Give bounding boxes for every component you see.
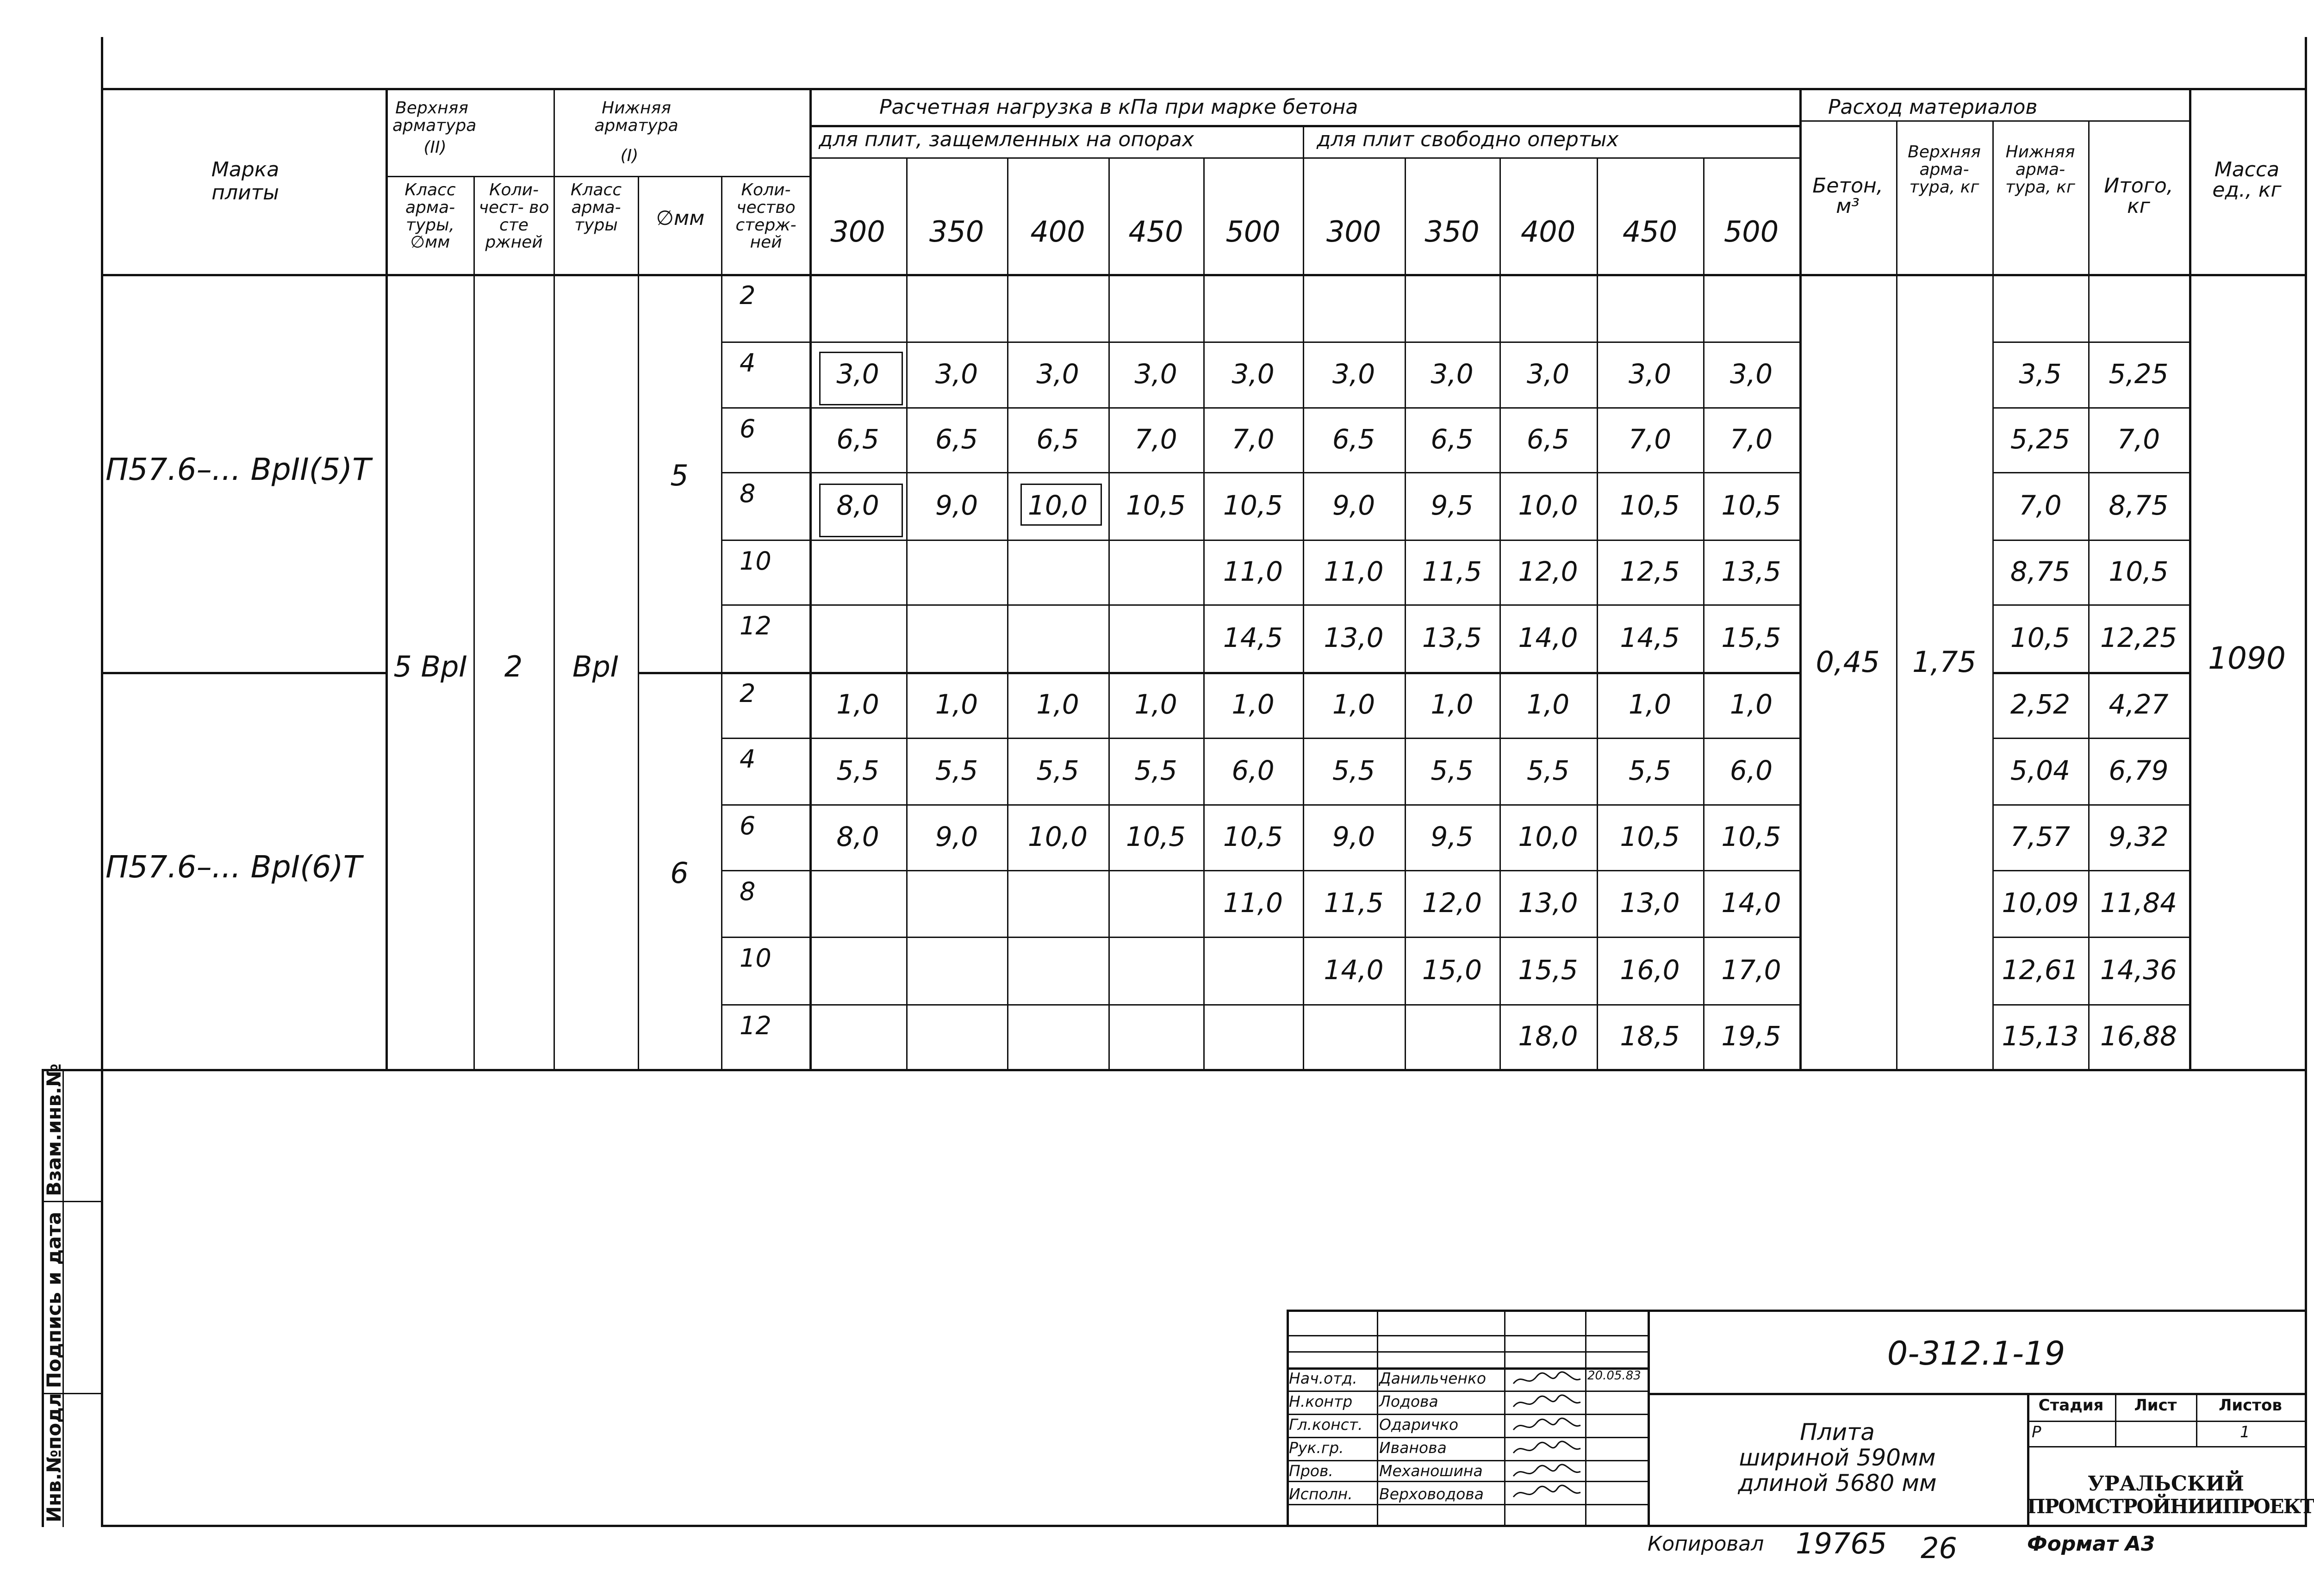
column-rule — [1405, 157, 1406, 1069]
format-label: Формат А3 — [2027, 1532, 2155, 1556]
copy-number: 19765 — [1796, 1527, 1887, 1560]
bar-count: 4 — [740, 745, 756, 774]
bar-count: 8 — [740, 479, 756, 508]
frame-right-border — [2305, 37, 2307, 1527]
column-rule — [386, 88, 388, 1069]
header-grade-300: 300 — [1326, 215, 1381, 248]
load-value: 3,0 — [1628, 358, 1672, 390]
title-name: Механошина — [1379, 1462, 1483, 1480]
title-role: Гл.конст. — [1289, 1416, 1363, 1434]
header-grade-450: 450 — [1622, 215, 1678, 248]
page-number: 26 — [1921, 1531, 1957, 1565]
column-rule — [1597, 157, 1598, 1069]
title-block-rule — [1287, 1414, 1648, 1415]
lower-rebar-value: 7,57 — [2010, 821, 2071, 852]
load-value: 14,0 — [1721, 887, 1781, 919]
plate-mark-2: П57.6–... ВрI(6)Т — [106, 849, 362, 885]
table-row-rule — [1992, 870, 2189, 871]
header-grade-500: 500 — [1225, 215, 1281, 248]
title-block-rule — [2027, 1421, 2305, 1422]
lower-rebar-value: 8,75 — [2010, 556, 2071, 587]
header-rule — [809, 157, 1799, 159]
title-block-rule — [1287, 1481, 1648, 1482]
highlight-box — [819, 484, 903, 537]
load-value: 1,0 — [1036, 689, 1079, 720]
table-row-rule — [1992, 1004, 2189, 1006]
side-stamp-line — [42, 1201, 103, 1202]
load-value: 3,0 — [1134, 358, 1177, 390]
highlight-box — [819, 352, 903, 405]
bar-count: 12 — [740, 1011, 771, 1040]
header-grade-350: 350 — [1424, 215, 1480, 248]
table-row-rule — [721, 342, 1799, 343]
load-value: 9,0 — [1332, 490, 1375, 521]
load-value: 10,5 — [1223, 821, 1283, 852]
load-value: 6,5 — [836, 423, 879, 455]
header-grade-350: 350 — [929, 215, 984, 248]
load-value: 11,5 — [1324, 887, 1384, 919]
title-block-top — [1287, 1310, 2305, 1312]
column-rule — [1203, 157, 1205, 1069]
lower-rebar-class: ВрI — [572, 650, 619, 683]
title-date: 20.05.83 — [1587, 1369, 1641, 1383]
header-bottom — [101, 274, 2305, 276]
concrete-volume: 0,45 — [1816, 645, 1880, 679]
load-value: 10,5 — [1721, 821, 1781, 852]
table-bottom — [101, 1069, 2305, 1071]
column-rule — [1896, 120, 1897, 1069]
bar-count: 10 — [740, 546, 771, 576]
table-row-rule — [721, 937, 1799, 938]
title-name: Лодова — [1379, 1392, 1438, 1410]
title-block-rule — [1287, 1351, 1648, 1353]
header-upper-material: Верхняя арма- тура, кг — [1908, 143, 1981, 197]
frame-left-border — [101, 37, 103, 1527]
load-value: 10,5 — [1721, 490, 1781, 521]
bar-count: 2 — [740, 679, 756, 708]
load-value: 1,0 — [1431, 689, 1474, 720]
total-value: 6,79 — [2109, 755, 2169, 786]
title-block-rule — [1287, 1391, 1648, 1392]
load-value: 3,0 — [836, 358, 879, 390]
load-value: 5,5 — [1431, 755, 1474, 786]
organization-name: ПРОМСТРОЙНИИПРОЕКТ — [2027, 1495, 2314, 1518]
load-value: 11,0 — [1324, 556, 1384, 587]
bar-diameter-1: 5 — [670, 459, 689, 492]
group-divider — [638, 672, 1799, 674]
load-value: 10,5 — [1620, 821, 1680, 852]
header-total: Итого, кг — [2104, 174, 2173, 218]
load-value: 9,0 — [935, 821, 978, 852]
title-name: Данильченко — [1379, 1369, 1487, 1387]
total-value: 11,84 — [2100, 887, 2177, 919]
load-value: 10,5 — [1620, 490, 1680, 521]
load-value: 15,0 — [1422, 954, 1482, 986]
highlight-box — [1020, 484, 1102, 526]
header-count2: Коли- чество стерж- ней — [735, 180, 796, 252]
lower-rebar-value: 3,5 — [2019, 358, 2062, 390]
drawing-title: длиной 5680 мм — [1738, 1470, 1937, 1497]
title-role: Рук.гр. — [1289, 1439, 1344, 1457]
lower-rebar-value: 2,52 — [2010, 689, 2071, 720]
load-value: 1,0 — [836, 689, 879, 720]
title-block-rule — [1287, 1335, 1648, 1336]
lower-rebar-value: 10,09 — [2002, 887, 2079, 919]
organization-name: УРАЛЬСКИЙ — [2087, 1472, 2245, 1496]
load-value: 1,0 — [1134, 689, 1177, 720]
title-name: Верховодова — [1379, 1485, 1484, 1503]
header-rule — [1799, 120, 2189, 122]
signature — [1511, 1483, 1585, 1504]
load-value: 16,0 — [1620, 954, 1680, 986]
load-value: 14,5 — [1223, 622, 1283, 653]
signature — [1511, 1393, 1585, 1414]
load-value: 15,5 — [1518, 954, 1578, 986]
table-row-rule — [1992, 937, 2189, 938]
load-value: 14,0 — [1324, 954, 1384, 986]
title-block-col — [1504, 1310, 1505, 1525]
lower-rebar-value: 5,04 — [2010, 755, 2071, 786]
table-row-rule — [1992, 472, 2189, 473]
load-value: 17,0 — [1721, 954, 1781, 986]
load-value: 12,0 — [1518, 556, 1578, 587]
total-value: 5,25 — [2109, 358, 2169, 390]
drawing-title: шириной 590мм — [1739, 1444, 1936, 1471]
load-value: 19,5 — [1721, 1020, 1781, 1052]
group-divider — [101, 672, 386, 674]
load-value: 13,5 — [1721, 556, 1781, 587]
lower-rebar-value: 5,25 — [2010, 423, 2071, 455]
drawing-title: Плита — [1800, 1419, 1875, 1446]
load-value: 13,0 — [1518, 887, 1578, 919]
total-value: 7,0 — [2117, 423, 2160, 455]
load-value: 1,0 — [1729, 689, 1773, 720]
load-value: 11,0 — [1223, 556, 1283, 587]
signature — [1511, 1416, 1585, 1437]
header-free: для плит свободно опертых — [1317, 128, 1619, 151]
load-value: 1,0 — [935, 689, 978, 720]
column-rule — [1108, 157, 1110, 1069]
column-rule — [1703, 157, 1704, 1069]
column-rule — [638, 176, 639, 1069]
total-value: 4,27 — [2109, 689, 2169, 720]
signature — [1511, 1370, 1585, 1391]
load-value: 13,5 — [1422, 622, 1482, 653]
title-block-rule — [2027, 1446, 2305, 1447]
total-value: 12,25 — [2100, 622, 2177, 653]
header-grade-400: 400 — [1520, 215, 1576, 248]
total-value: 16,88 — [2100, 1020, 2177, 1052]
lower-rebar-value: 10,5 — [2010, 622, 2071, 653]
table-row-rule — [1992, 604, 2189, 606]
upper-rebar-class: 5 ВрI — [393, 650, 467, 683]
bar-count: 12 — [740, 611, 771, 640]
table-row-rule — [1992, 342, 2189, 343]
column-rule — [554, 88, 555, 176]
load-value: 3,0 — [1232, 358, 1275, 390]
load-value: 10,0 — [1518, 821, 1578, 852]
load-value: 3,0 — [1332, 358, 1375, 390]
title-block-rule — [1287, 1437, 1648, 1438]
load-value: 6,5 — [1526, 423, 1570, 455]
header-lower-rebar: Нижняя арматура — [594, 99, 678, 135]
total-value: 10,5 — [2109, 556, 2169, 587]
header-count1: Коли- чест- во сте ржней — [479, 180, 549, 252]
load-value: 3,0 — [935, 358, 978, 390]
upper-rebar-count: 2 — [504, 650, 523, 683]
column-rule — [1799, 88, 1802, 1069]
column-rule — [721, 176, 722, 1069]
lower-rebar-value: 7,0 — [2019, 490, 2062, 521]
table-row-rule — [1992, 540, 2189, 541]
table-row-rule — [721, 540, 1799, 541]
upper-rebar-mass: 1,75 — [1912, 645, 1977, 679]
side-stamp-sign: Подпись и дата — [43, 1211, 65, 1388]
load-value: 6,5 — [1431, 423, 1474, 455]
load-value: 5,5 — [935, 755, 978, 786]
group-divider — [1992, 672, 2189, 674]
load-value: 1,0 — [1232, 689, 1275, 720]
load-value: 8,0 — [836, 821, 879, 852]
load-value: 10,5 — [1126, 821, 1186, 852]
header-concrete: Бетон, м³ — [1812, 174, 1883, 218]
table-row-rule — [721, 804, 1799, 806]
load-value: 13,0 — [1324, 622, 1384, 653]
load-value: 1,0 — [1628, 689, 1672, 720]
frame-bottom-border — [101, 1525, 2307, 1527]
table-row-rule — [721, 870, 1799, 871]
load-value: 7,0 — [1134, 423, 1177, 455]
load-value: 12,0 — [1422, 887, 1482, 919]
load-value: 11,0 — [1223, 887, 1283, 919]
column-rule — [473, 176, 475, 1069]
load-value: 15,5 — [1721, 622, 1781, 653]
plate-mark-1: П57.6–... ВрII(5)Т — [106, 452, 371, 487]
load-value: 5,5 — [1332, 755, 1375, 786]
load-value: 11,5 — [1422, 556, 1482, 587]
load-value: 9,5 — [1431, 490, 1474, 521]
title-block-rule — [1287, 1460, 1648, 1461]
load-value: 6,0 — [1729, 755, 1773, 786]
table-row-rule — [721, 604, 1799, 606]
load-value: 6,5 — [1332, 423, 1375, 455]
load-value: 6,5 — [1036, 423, 1079, 455]
load-value: 7,0 — [1232, 423, 1275, 455]
total-value: 8,75 — [2109, 490, 2169, 521]
side-stamp-replace: Взам.инв.№ — [43, 1063, 65, 1196]
header-mark: Марка — [211, 158, 280, 181]
load-value: 10,0 — [1027, 821, 1088, 852]
load-value: 7,0 — [1628, 423, 1672, 455]
table-row-rule — [1992, 407, 2189, 409]
header-grade-500: 500 — [1723, 215, 1779, 248]
load-value: 18,0 — [1518, 1020, 1578, 1052]
side-stamp-inv: Инв.№подл — [43, 1393, 65, 1522]
load-value: 10,5 — [1126, 490, 1186, 521]
bar-count: 6 — [740, 414, 756, 443]
load-value: 1,0 — [1526, 689, 1570, 720]
load-value: 6,5 — [935, 423, 978, 455]
title-role: Исполн. — [1289, 1485, 1353, 1503]
bar-count: 8 — [740, 877, 756, 906]
total-value: 9,32 — [2109, 821, 2169, 852]
header-lower-material: Нижняя арма- тура, кг — [2005, 143, 2075, 197]
lower-rebar-value: 15,13 — [2002, 1020, 2079, 1052]
load-value: 10,5 — [1223, 490, 1283, 521]
bar-count: 10 — [740, 944, 771, 973]
load-value: 9,0 — [1332, 821, 1375, 852]
title-block-col — [1377, 1310, 1378, 1525]
column-rule — [554, 176, 555, 1069]
title-block-rule — [1287, 1504, 1648, 1505]
column-rule — [906, 157, 908, 1069]
load-value: 5,5 — [1526, 755, 1570, 786]
header-materials: Расход материалов — [1828, 95, 2038, 119]
load-value: 3,0 — [1526, 358, 1570, 390]
title-block-rule — [1648, 1393, 2305, 1395]
sheet-header: Лист — [2134, 1396, 2177, 1415]
load-value: 3,0 — [1036, 358, 1079, 390]
column-rule — [2189, 88, 2191, 1069]
column-rule — [1303, 125, 1304, 1069]
total-value: 14,36 — [2100, 954, 2177, 986]
load-value: 9,0 — [935, 490, 978, 521]
title-block-col — [1585, 1310, 1586, 1525]
table-top — [101, 88, 2305, 90]
title-role: Н.контр — [1289, 1392, 1353, 1410]
drawing-code: 0-312.1-19 — [1887, 1335, 2065, 1372]
column-rule — [2088, 120, 2090, 1069]
sheets-header: Листов — [2219, 1396, 2282, 1415]
load-value: 5,5 — [836, 755, 879, 786]
header-class1: Класс арма- туры, ∅мм — [404, 180, 456, 252]
bar-count: 4 — [740, 348, 756, 378]
copied-label: Копировал — [1648, 1532, 1764, 1556]
title-name: Иванова — [1379, 1439, 1447, 1457]
load-value: 6,0 — [1232, 755, 1275, 786]
header-upper-rebar: Верхняя арматура — [392, 99, 477, 135]
header-mark: плиты — [211, 181, 279, 205]
load-value: 8,0 — [836, 490, 879, 521]
header-diam: ∅мм — [656, 206, 705, 230]
stage-value: Р — [2032, 1423, 2041, 1441]
table-row-rule — [721, 407, 1799, 409]
table-row-rule — [1992, 738, 2189, 739]
load-value: 13,0 — [1620, 887, 1680, 919]
load-value: 10,0 — [1027, 490, 1088, 521]
header-grade-300: 300 — [830, 215, 885, 248]
load-value: 3,0 — [1431, 358, 1474, 390]
load-value: 5,5 — [1134, 755, 1177, 786]
sheets-value: 1 — [2240, 1423, 2250, 1441]
header-class2: Класс арма- туры — [570, 180, 622, 235]
header-upper-rebar-num: (II) — [423, 138, 447, 157]
header-lower-rebar-num: (I) — [620, 146, 639, 165]
load-value: 12,5 — [1620, 556, 1680, 587]
bar-count: 6 — [740, 811, 756, 840]
title-role: Нач.отд. — [1289, 1369, 1357, 1387]
stage-header: Стадия — [2038, 1396, 2104, 1415]
header-mass: Масса ед., кг — [2212, 158, 2282, 202]
load-value: 18,5 — [1620, 1020, 1680, 1052]
table-row-rule — [721, 472, 1799, 473]
load-value: 10,0 — [1518, 490, 1578, 521]
load-value: 7,0 — [1729, 423, 1773, 455]
lower-rebar-value: 12,61 — [2002, 954, 2079, 986]
header-grade-400: 400 — [1030, 215, 1085, 248]
load-value: 9,5 — [1431, 821, 1474, 852]
load-value: 14,5 — [1620, 622, 1680, 653]
header-rule — [809, 125, 1799, 127]
load-value: 14,0 — [1518, 622, 1578, 653]
signature — [1511, 1462, 1585, 1483]
signature — [1511, 1439, 1585, 1460]
bar-count: 2 — [740, 281, 756, 310]
load-value: 5,5 — [1036, 755, 1079, 786]
table-row-rule — [721, 738, 1799, 739]
table-row-rule — [721, 1004, 1799, 1006]
load-value: 3,0 — [1729, 358, 1773, 390]
column-rule — [1992, 120, 1994, 1069]
table-row-rule — [1992, 804, 2189, 806]
load-value: 1,0 — [1332, 689, 1375, 720]
header-load-title: Расчетная нагрузка в кПа при марке бетона — [879, 95, 1358, 119]
header-rule — [386, 176, 809, 177]
load-value: 5,5 — [1628, 755, 1672, 786]
title-role: Пров. — [1289, 1462, 1333, 1480]
bar-diameter-2: 6 — [670, 856, 689, 890]
title-name: Одаричко — [1379, 1416, 1459, 1434]
header-grade-450: 450 — [1128, 215, 1183, 248]
header-clamped: для плит, защемленных на опорах — [819, 128, 1194, 151]
column-rule — [1499, 157, 1501, 1069]
unit-mass: 1090 — [2208, 640, 2286, 676]
column-rule — [1007, 157, 1008, 1069]
